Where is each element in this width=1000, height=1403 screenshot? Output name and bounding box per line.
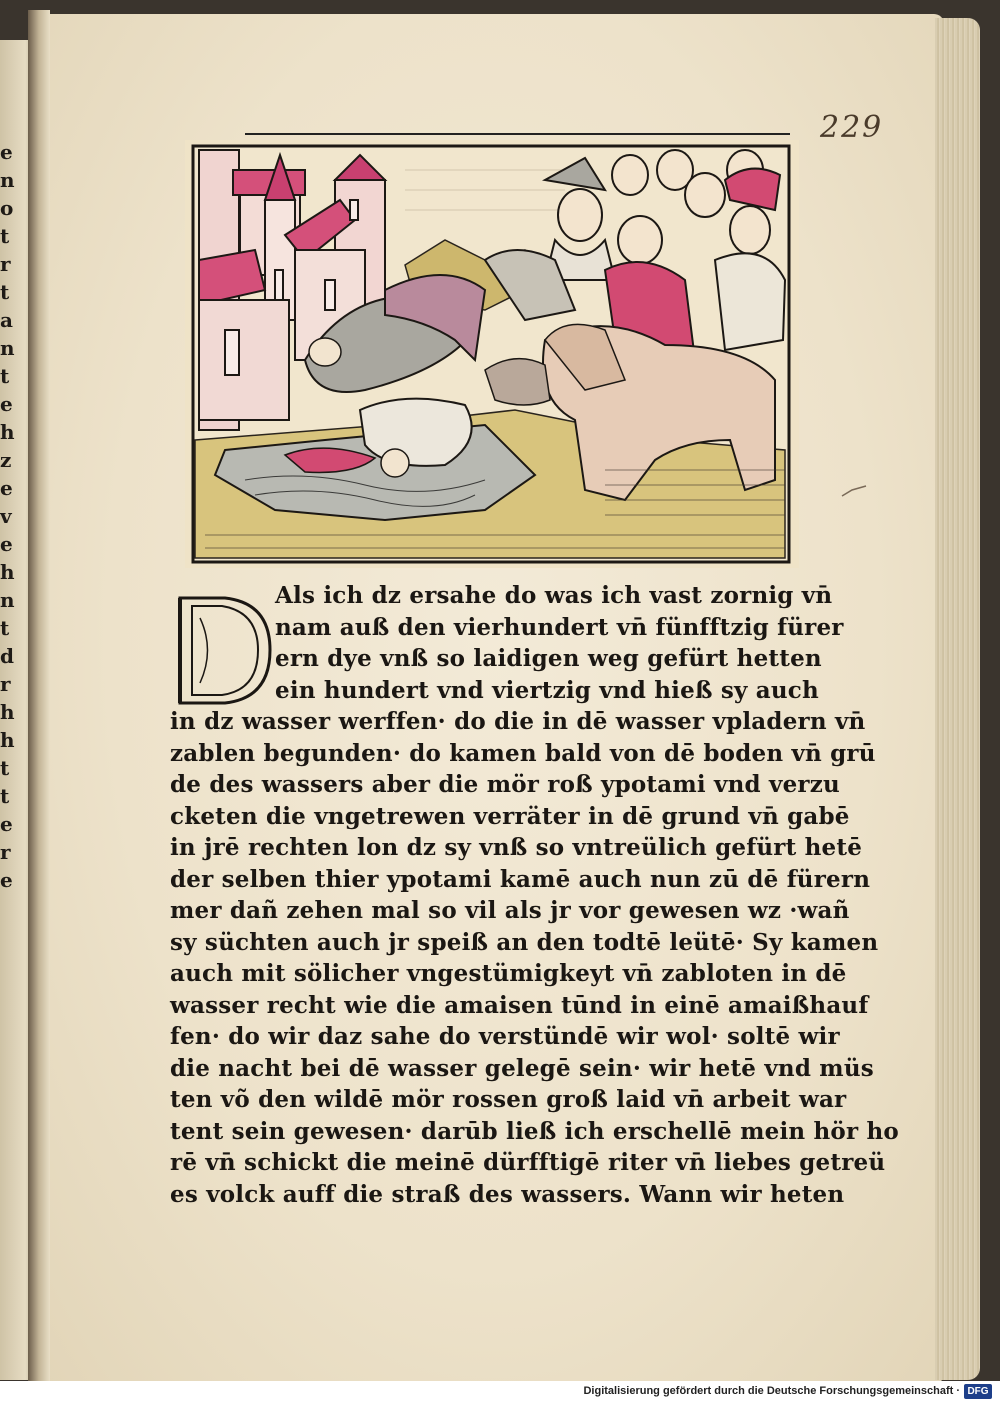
- facing-page-glyph: o: [0, 196, 13, 220]
- facing-page-glyph: t: [0, 756, 9, 780]
- facing-page-glyph: t: [0, 224, 9, 248]
- facing-page-glyph: n: [0, 588, 14, 612]
- pencil-mark: [840, 484, 870, 500]
- woodcut-top-rule: [245, 133, 790, 135]
- text-line: de des wassers aber die mör roß ypotami vnd verzu: [170, 771, 840, 798]
- text-line: rē vn̄ schickt die meinē dürfftigē riter vn̄ liebes getreü: [170, 1149, 886, 1176]
- facing-page-glyph: e: [0, 476, 12, 500]
- text-line: zablen begunden· do kamen bald von dē boden vn̄ grū: [170, 739, 876, 767]
- facing-page-glyph: t: [0, 364, 9, 388]
- facing-page-glyph: h: [0, 560, 14, 584]
- text-line: sy süchten auch jr speiß an den todtē leütē· Sy kamen: [170, 928, 879, 956]
- woodcut-illustration: [185, 140, 799, 568]
- facing-page-glyph: z: [0, 448, 11, 472]
- facing-page-glyph: t: [0, 784, 9, 808]
- facing-page-glyph: e: [0, 140, 12, 164]
- facing-page-text: [0, 140, 18, 896]
- text-line: wasser recht wie die amaisen tūnd in einē amaißhauf: [170, 991, 869, 1019]
- book-gutter: [28, 10, 50, 1390]
- facing-page-glyph: h: [0, 420, 14, 444]
- text-line: ein hundert vnd viertzig vnd hieß sy auch: [275, 676, 819, 704]
- text-line: der selben thier ypotami kamē auch nun zū dē fürern: [170, 865, 871, 893]
- facing-page-glyph: e: [0, 868, 12, 892]
- text-line: in dz wasser werffen· do die in dē wasser vpladern vn̄: [170, 708, 866, 735]
- facing-page-glyph: r: [0, 252, 10, 276]
- text-line: auch mit sölicher vngestümigkeyt vn̄ zabloten in dē: [170, 960, 847, 987]
- text-line: ern dye vnß so laidigen weg gefürt hetten: [275, 645, 822, 672]
- facing-page-glyph: n: [0, 168, 14, 192]
- text-line: es volck auff die straß des wassers. Wann wir heten: [170, 1180, 845, 1208]
- facing-page-glyph: n: [0, 336, 14, 360]
- text-line: nam auß den vierhundert vn̄ fünfftzig fürer: [275, 613, 844, 641]
- facing-page-glyph: r: [0, 840, 10, 864]
- facing-page-glyph: e: [0, 532, 12, 556]
- page-number: 229: [820, 110, 884, 145]
- facing-page-glyph: r: [0, 672, 10, 696]
- facing-page-glyph: h: [0, 700, 14, 724]
- facing-page-glyph: t: [0, 616, 9, 640]
- text-line: in jrē rechten lon dz sy vnß so vntreülich gefürt hetē: [170, 834, 863, 861]
- facing-page-glyph: a: [0, 308, 12, 332]
- text-line: mer dañ zehen mal so vil als jr vor gewesen wz ·wañ: [170, 897, 850, 924]
- footer-credit: Digitalisierung gefördert durch die Deutsche Forschungsgemeinschaft ·: [583, 1385, 960, 1397]
- facing-page-glyph: h: [0, 728, 14, 752]
- text-line: die nacht bei dē wasser gelegē sein· wir hetē vnd müs: [170, 1054, 874, 1082]
- decorated-initial-d: [170, 588, 280, 708]
- text-line: ten võ den wildē mör rossen groß laid vn̄ arbeit war: [170, 1086, 847, 1113]
- text-line: cketen die vngetrewen verräter in dē grund vn̄ gabē: [170, 802, 850, 830]
- facing-page-glyph: e: [0, 392, 12, 416]
- facing-page-glyph: t: [0, 280, 9, 304]
- page-block-edge: [935, 18, 980, 1380]
- dfg-logo: DFG: [964, 1384, 992, 1399]
- facing-page-glyph: e: [0, 812, 12, 836]
- text-block: [170, 580, 899, 1210]
- text-line: fen· do wir daz sahe do verstündē wir wol· soltē wir: [170, 1023, 840, 1050]
- text-line: tent sein gewesen· darūb ließ ich erschellē mein hör ho: [170, 1117, 899, 1145]
- facing-page-glyph: v: [0, 504, 11, 528]
- text-line: Als ich dz ersahe do was ich vast zornig vn̄: [275, 582, 833, 609]
- facing-page-glyph: d: [0, 644, 13, 668]
- footer-bar: [0, 1381, 1000, 1403]
